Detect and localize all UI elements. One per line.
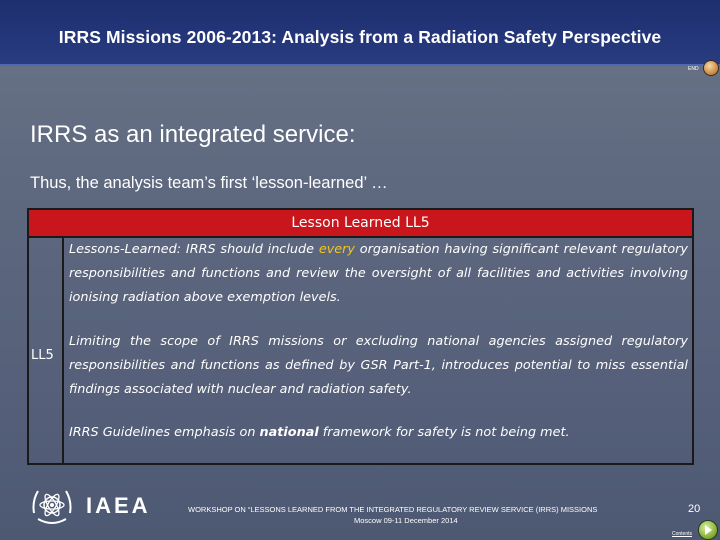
footer-venue: Moscow 09-11 December 2014 <box>354 516 458 525</box>
next-slide-icon[interactable] <box>699 521 717 539</box>
next-arrow-icon <box>705 525 712 535</box>
text-before-bold: IRRS Guidelines emphasis on <box>69 425 260 440</box>
lessons-learned-lead: Lessons-Learned: <box>69 242 182 257</box>
contents-link[interactable]: Contents <box>672 531 693 537</box>
footer-workshop: WORKSHOP ON “LESSONS LEARNED FROM THE INTEGRATED REGULATORY REVIEW SERVICE (IRRS) MISSIONS <box>188 505 598 514</box>
lesson-paragraph-2: Limiting the scope of IRRS missions or excluding national agencies assigned regulatory responsibilities and functions as defined by GSR Part-1, introduces potential to miss essential findings associated with nuclear and radiation safety. <box>69 334 688 397</box>
highlight-every: every <box>318 242 355 257</box>
slide-title: IRRS as an integrated service: <box>30 121 356 148</box>
end-label[interactable]: END <box>688 66 699 72</box>
text-after-bold: framework for safety is not being met. <box>318 425 570 440</box>
row-label: LL5 <box>31 348 54 363</box>
slide-subtitle: Thus, the analysis team’s first ‘lesson-learned’ … <box>30 174 388 192</box>
table-header: Lesson Learned LL5 <box>29 210 692 238</box>
lesson-table <box>27 208 694 465</box>
bold-national: national <box>259 425 319 440</box>
text-before-highlight: IRRS should include <box>181 242 319 257</box>
presentation-title: IRRS Missions 2006-2013: Analysis from a Radiation Safety Perspective <box>58 27 662 47</box>
column-divider <box>62 238 64 463</box>
lesson-paragraph-1 <box>69 238 688 310</box>
end-button-icon[interactable] <box>704 61 718 75</box>
iaea-logo-icon <box>28 483 76 529</box>
page-number: 20 <box>688 503 701 515</box>
lesson-paragraph-3 <box>69 421 688 445</box>
text-after-highlight: organisation having significant relevant regulatory responsibilities and functions and review the oversight of all facilities and activities involving ionising radiation above exemption levels. <box>69 242 688 305</box>
footer-org-name: IAEA <box>86 493 151 518</box>
header-bar <box>0 0 720 66</box>
